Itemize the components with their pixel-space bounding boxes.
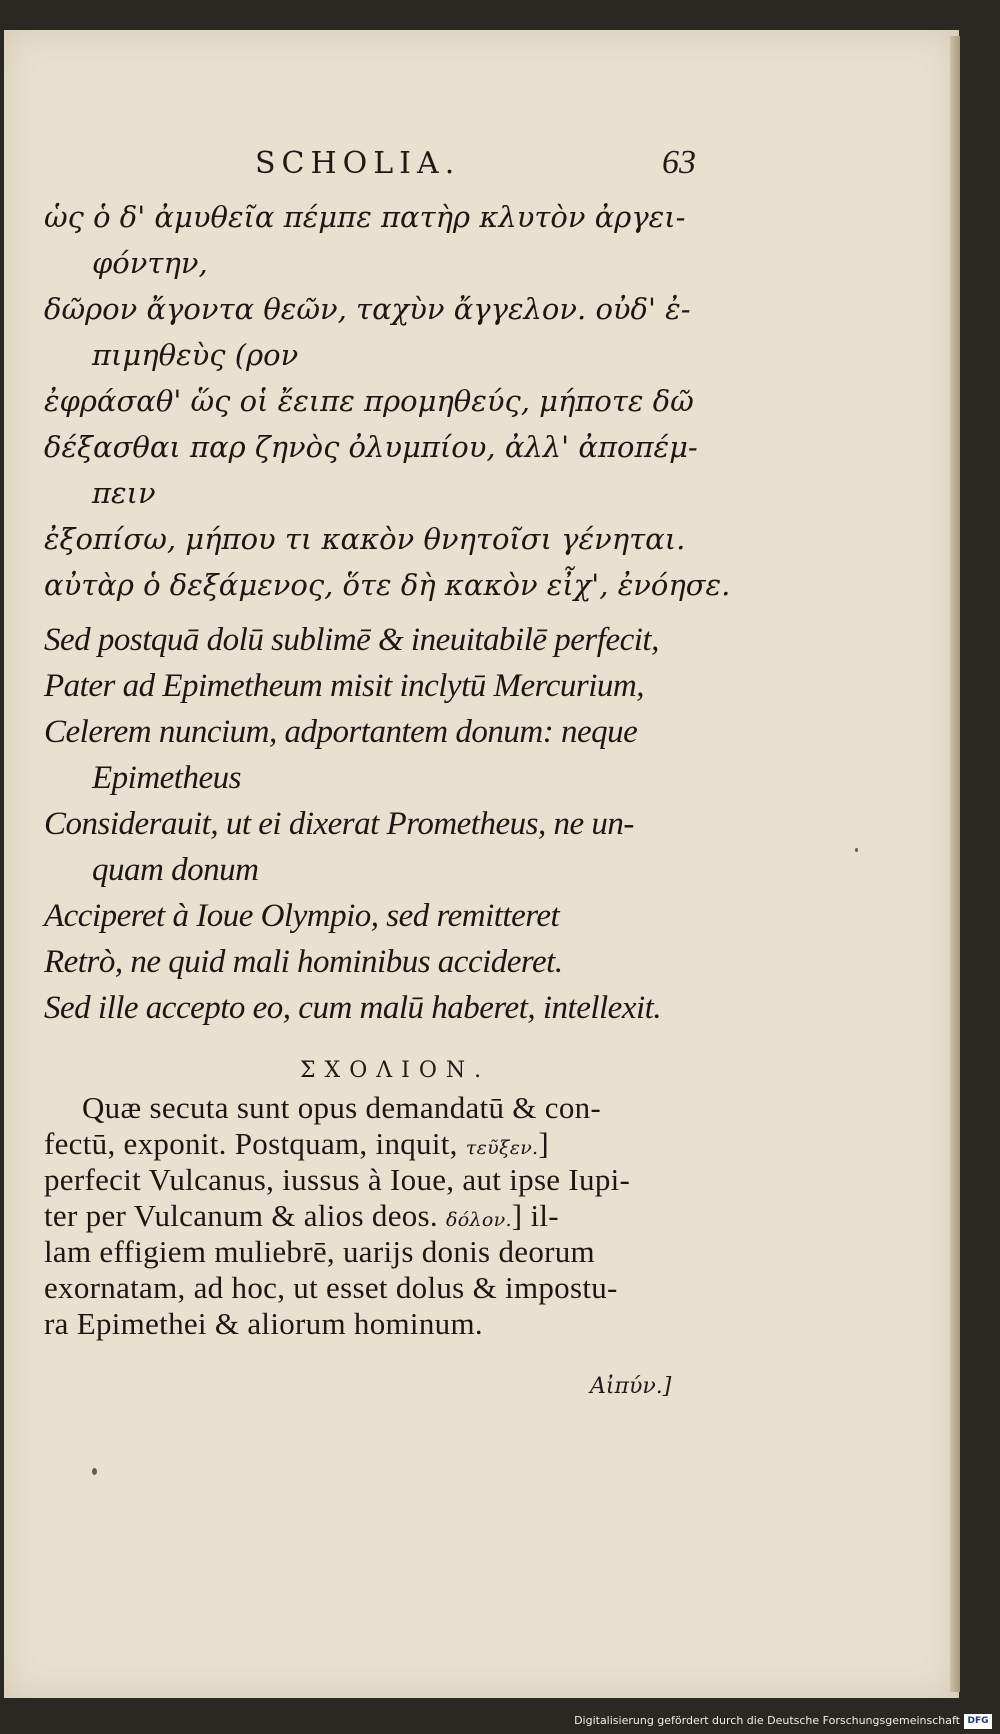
commentary-text: fectū, exponit. Postquam, inquit, — [44, 1126, 466, 1161]
commentary-text: perfecit Vulcanus, iussus à Ioue, aut ipse Iupi- — [44, 1162, 631, 1197]
lemma-greek: δόλον. — [446, 1209, 512, 1231]
catchword: Αἰπύν.] — [590, 1374, 672, 1399]
latin-line: Considerauit, ut ei dixerat Prometheus, ne un- — [44, 806, 634, 842]
dfg-logo: DFG — [964, 1714, 992, 1729]
lemma-greek: τεῦξεν. — [465, 1137, 539, 1159]
latin-line: Sed postquā dolū sublimē & ineuitabilē perfecit, — [44, 622, 659, 658]
running-head: SCHOLIA. — [255, 146, 461, 181]
latin-line: Retrò, ne quid mali hominibus accideret. — [44, 944, 563, 980]
commentary-line — [44, 1162, 630, 1198]
commentary-text: lam effigiem muliebrē, uarijs donis deorum — [44, 1234, 595, 1269]
commentary-text: ] — [538, 1126, 550, 1161]
latin-line: Pater ad Epimetheum misit inclytū Mercurium, — [44, 668, 644, 704]
greek-line: ἐφράσαθ' ὥς οἱ ἔειπε προμηθεύς, μήποτε δῶ — [44, 384, 694, 418]
commentary-text: exornatam, ad hoc, ut esset dolus & impostu- — [44, 1270, 618, 1305]
commentary-line — [44, 1306, 483, 1342]
ink-speck — [855, 848, 858, 852]
greek-line: ἐξοπίσω, μήπου τι κακὸν θνητοῖσι γένηται. — [44, 522, 686, 556]
latin-line: quam donum — [92, 852, 259, 888]
latin-line: Epimetheus — [92, 760, 241, 796]
commentary-line — [44, 1234, 595, 1270]
latin-line: Sed ille accepto eo, cum malū haberet, intellexit. — [44, 990, 662, 1026]
latin-line: Acciperet à Ioue Olympio, sed remitteret — [44, 898, 560, 934]
commentary-text: Quæ secuta sunt opus demandatū & con- — [82, 1090, 602, 1125]
greek-line: πιμηθεὺς (ρον — [92, 338, 299, 372]
commentary-line — [44, 1126, 549, 1162]
latin-line: Celerem nuncium, adportantem donum: neque — [44, 714, 638, 750]
greek-line: δῶρον ἄγοντα θεῶν, ταχὺν ἄγγελον. οὐδ' ἐ- — [44, 292, 691, 326]
page-number: 63 — [662, 144, 696, 181]
commentary-line — [44, 1198, 559, 1234]
scholion-heading: ΣΧΟΛΙΟΝ. — [300, 1058, 491, 1083]
commentary-text: ra Epimethei & aliorum hominum. — [44, 1306, 483, 1341]
greek-line: ὡς ὁ δ' ἀμυθεῖα πέμπε πατὴρ κλυτὸν ἀργει- — [44, 200, 686, 234]
greek-line: πειν — [92, 476, 156, 510]
page-edge — [950, 36, 960, 1692]
ink-speck — [92, 1468, 97, 1475]
commentary-text: ter per Vulcanum & alios deos. — [44, 1198, 447, 1233]
commentary-line — [82, 1090, 601, 1126]
greek-line: δέξασθαι παρ ζηνὸς ὀλυμπίου, ἀλλ' ἀποπέμ- — [44, 430, 698, 464]
greek-line: αὐτὰρ ὁ δεξάμενος, ὅτε δὴ κακὸν εἶχ', ἐνόησε. — [44, 568, 731, 602]
greek-line: φόντην, — [92, 246, 208, 280]
commentary-line — [44, 1270, 618, 1306]
commentary-text: ] il- — [511, 1198, 559, 1233]
footer-credit: Digitalisierung gefördert durch die Deutsche Forschungsgemeinschaft — [574, 1714, 960, 1727]
